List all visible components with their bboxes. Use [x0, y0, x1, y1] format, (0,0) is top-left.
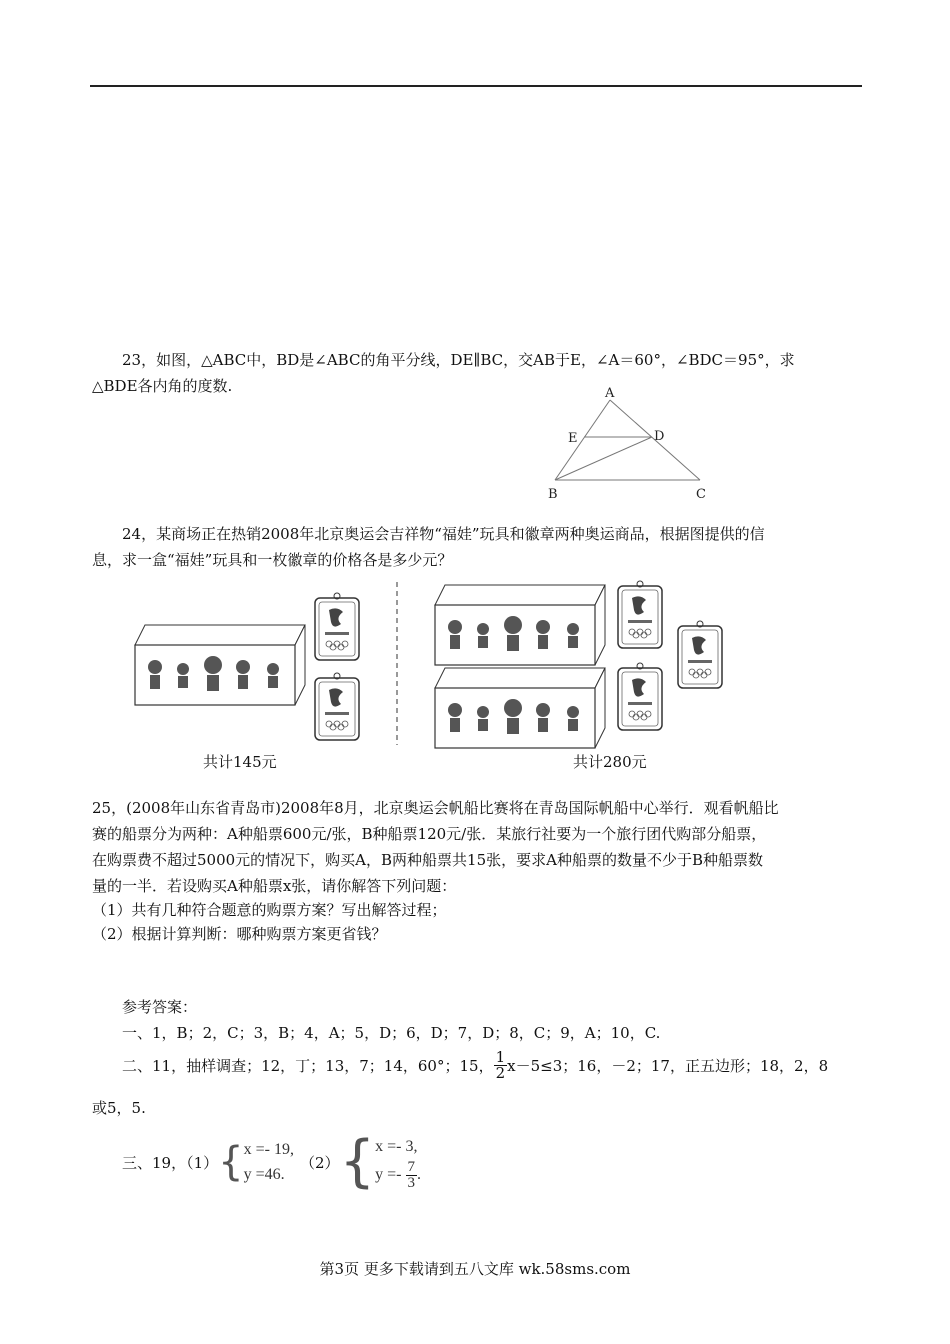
system-1-line2: y =46.: [243, 1166, 285, 1184]
answers-part2-a: 二、11，抽样调查；12，丁；13，7；14，60°；15，: [122, 1057, 494, 1075]
fraction-seven-thirds: [406, 1160, 418, 1191]
system-2-line1: x =- 3,: [375, 1138, 418, 1155]
system-2-end: .: [417, 1166, 421, 1184]
q25-sub2: （2）根据计算判断：哪种购票方案更省钱？: [92, 925, 387, 943]
left-brace-icon-2: {: [339, 1129, 376, 1195]
q25-line2: 赛的船票分为两种：A种船票600元/张，B种船票120元/张．某旅行社要为一个旅行团代购部分船票，: [92, 825, 767, 843]
medal-right-1: [618, 581, 662, 648]
fraction-3-denominator: 3: [407, 1174, 415, 1191]
page-footer: 第3页 更多下载请到五八文库 wk.58sms.com: [319, 1260, 631, 1278]
toy-box-left: [135, 625, 305, 705]
label-d: D: [654, 429, 665, 444]
left-brace-icon: {: [218, 1139, 244, 1186]
label-b: B: [548, 487, 558, 502]
triangle-figure: [540, 380, 720, 505]
answers-part3: [122, 1129, 421, 1195]
q25-sub1: （1）共有几种符合题意的购票方案？写出解答过程；: [92, 901, 447, 919]
q23-line2: △BDE各内角的度数.: [92, 377, 233, 395]
fraction-one-half: [494, 1050, 508, 1081]
products-figure: [130, 580, 740, 750]
fraction-denominator: 2: [495, 1064, 506, 1082]
answers-part1: 一、1，B；2，C；3，B；4，A；5，D；6，D；7，D；8，C；9，A；10，C.: [122, 1024, 661, 1042]
q25-line1: 25，(2008年山东省青岛市)2008年8月，北京奥运会帆船比赛将在青岛国际帆船中心举行．观看帆船比: [92, 799, 779, 817]
header-rule: [90, 85, 862, 87]
medal-left-2: [315, 673, 359, 740]
answers-part3-mid: （2）: [299, 1153, 340, 1172]
q24-line2: 息，求一盒“福娃”玩具和一枚徽章的价格各是多少元？: [92, 551, 453, 569]
answers-part3-label: 三、19，（1）: [122, 1153, 219, 1172]
caption-right: 共计280元: [573, 753, 647, 771]
answers-part2-c: 或5，5.: [92, 1099, 146, 1117]
fraction-numerator: 1: [495, 1048, 506, 1066]
label-e: E: [568, 431, 578, 446]
answers-part2-b: x－5≤3；16，－2；17，正五边形；18，2，8: [507, 1057, 829, 1075]
system-2-line2-lhs: y =-: [375, 1166, 402, 1184]
medal-right-3: [678, 621, 722, 688]
fraction-7-numerator: 7: [407, 1158, 415, 1175]
medal-left-1: [315, 593, 359, 660]
toy-box-right-1: [435, 585, 605, 665]
system-2: [375, 1134, 421, 1191]
system-2-line2: [375, 1160, 421, 1191]
toy-box-right-2: [435, 668, 605, 748]
system-1: [244, 1137, 294, 1188]
q25-line3: 在购票费不超过5000元的情况下，购买A，B两种船票共15张，要求A种船票的数量不少于B种船票数: [92, 851, 763, 869]
label-c: C: [696, 487, 706, 502]
answers-part2: [122, 1050, 828, 1081]
q23-line1: 23，如图，△ABC中，BD是∠ABC的角平分线，DE∥BC，交AB于E，∠A＝60°，∠BDC＝95°，求: [122, 351, 795, 369]
system-1-line1: x =- 19,: [243, 1140, 294, 1158]
caption-left: 共计145元: [203, 753, 277, 771]
q24-line1: 24，某商场正在热销2008年北京奥运会吉祥物“福娃”玩具和徽章两种奥运商品，根据图提供的信: [122, 525, 765, 543]
answers-heading: 参考答案：: [122, 998, 198, 1016]
label-a: A: [605, 386, 615, 401]
medal-right-2: [618, 663, 662, 730]
q25-line4: 量的一半．若设购买A种船票x张，请你解答下列问题：: [92, 877, 457, 895]
